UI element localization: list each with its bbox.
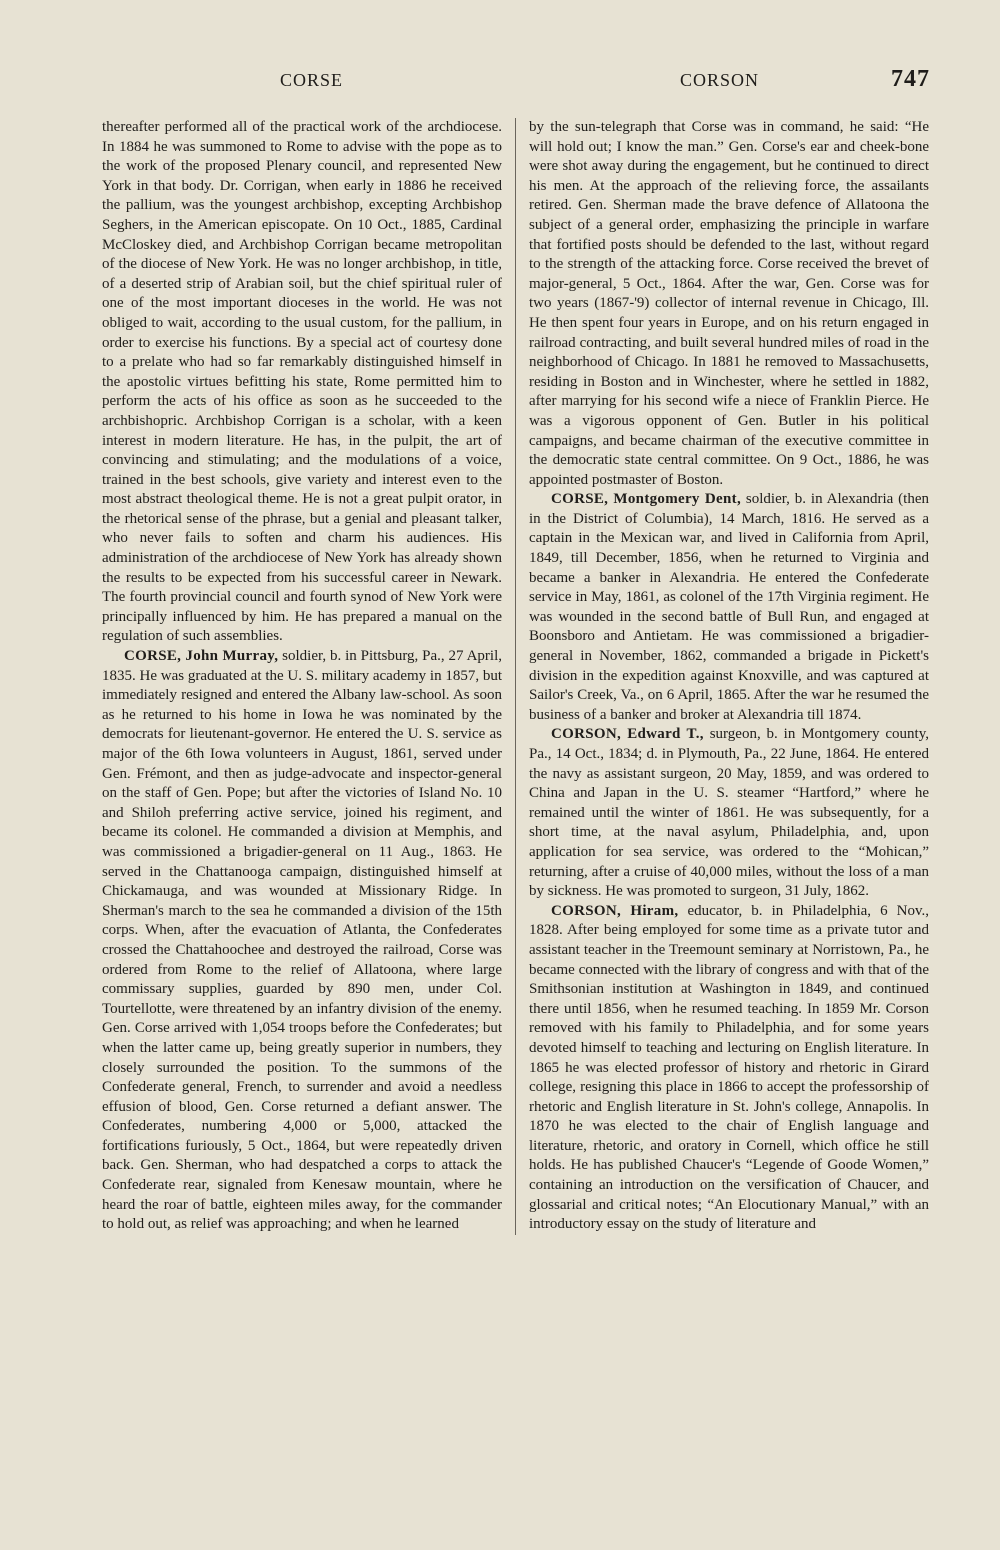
entry-body: soldier, b. in Pittsburg, Pa., 27 April, 1835. He was graduated at the U. S. military academy in 1857, but immediately resigned and entered the Albany law-school. As soon as he returned to his home in Iowa he was nominated by the democrats for lieutenant-governor. He entered the U. S. service as major of the 6th Iowa volunteers in August, 1861, served under Gen. Frémont, and then as judge-advocate and inspector-general on the staff of Gen. Pope; but after the victories of Island No. 10 and Shiloh preferring active service, joined his regiment, and became its colonel. He commanded a division at Memphis, and was commissioned a brigadier-general on 11 Aug., 1863. He served in the Chattanooga campaign, distinguished himself at Chickamauga, and was wounded at Missionary Ridge. In Sherman's march to the sea he commanded a division of the 15th corps. When, after the evacuation of Atlanta, the Confederates crossed the Chattahoochee and destroyed the railroad, Corse was ordered from Rome to the relief of Allatoona, where large commissary supplies, guarded by 890 men, under Col. Tourtellotte, were threatened by an infantry division of the enemy. Gen. Corse arrived with 1,054 troops before the Confederates; but when the latter came up, being greatly superior in numbers, they closely surrounded the position. To the summons of the Confederate general, French, to surrender and avoid a needless effusion of blood, Gen. Corse returned a defiant answer. The Confederates, numbering 4,000 or 5,000, attacked the fortifications furiously, 5 Oct., 1864, but were repeatedly driven back. Gen. Sherman, who had despatched a corps to attack the Confederate rear, signaled from Kenesaw mountain, where he heard the roar of battle, eighteen miles away, for the commander to hold out, as relief was approaching; and when he learned (102, 648, 502, 1233)
header-left-word: CORSE (280, 70, 344, 90)
entry-corson-edward (529, 725, 929, 901)
running-header (102, 66, 930, 118)
entry-heading: CORSE, John Murray, (124, 648, 279, 665)
entry-corse-montgomery-dent (529, 490, 929, 725)
entry-heading: CORSON, Hiram, (551, 902, 679, 919)
entry-body: educator, b. in Philadelphia, 6 Nov., 1828. After being employed for some time as a private tutor and assistant teacher in the Treemount seminary at Norristown, Pa., he became connected with the library of congress and with that of the Smithsonian institution at Washington in 1849, and continued there until 1856, when he resumed teaching. In 1859 Mr. Corson removed with his family to Philadelphia, and for some years devoted himself to teaching and lecturing on English literature. In 1865 he was elected professor of history and rhetoric in Girard college, resigning this place in 1866 to accept the professorship of rhetoric and English literature in St. John's college, Annapolis. In 1870 he was elected to the chair of English language and literature, rhetoric, and oratory in Cornell, which office he still holds. He has published Chaucer's “Legende of Goode Women,” containing an introduction on the versification of Chaucer, and glossarial and critical notes; “An Elocutionary Manual,” with an introductory essay on the study of literature and (529, 902, 929, 1233)
column-divider (515, 118, 516, 1235)
entry-heading: CORSON, Edward T., (551, 726, 704, 743)
entry-body: soldier, b. in Alexandria (then in the District of Columbia), 14 March, 1816. He served as a captain in the Mexican war, and lived in California from April, 1849, till December, 1856, when he returned to Virginia and became a banker in Alexandria. He entered the Confederate service in May, 1861, as colonel of the 17th Virginia regiment. He was wounded in the second battle of Bull Run, and engaged at Boonsboro and Antietam. He was commissioned a brigadier-general in November, 1862, commanded a brigade in Pickett's division in the expedition against Knoxville, and was captured at Sailor's Creek, Va., on 6 April, 1865. After the war he resumed the business of a banker and broker at Alexandria till 1874. (529, 491, 929, 723)
right-column (529, 118, 929, 1235)
text-columns (102, 118, 930, 1235)
page-number: 747 (891, 66, 930, 92)
header-right-word: CORSON (680, 70, 760, 90)
paragraph-corrigan-continued: thereafter performed all of the practical work of the archdiocese. In 1884 he was summoned to Rome to advise with the pope as to the work of the proposed Plenary council, and represented New York in that body. Dr. Corrigan, when early in 1886 he received the pallium, was the youngest archbishop, excepting Archbishop Seghers, in the American episcopate. On 10 Oct., 1885, Cardinal McCloskey died, and Archbishop Corrigan became metropolitan of the diocese of New York. He was no longer archbishop, in title, of a deserted strip of Arabian soil, but the chief spiritual ruler of one of the most important dioceses in the world. He was not obliged to wait, according to the usual custom, for the pallium, in order to exercise his functions. By a special act of courtesy done to a prelate who had so far remarkably distinguished himself in the apostolic virtues befitting his state, Rome permitted him to perform the acts of his office as soon as he succeeded to the archbishopric. Archbishop Corrigan is a scholar, with a keen interest in modern literature. He has, in the pulpit, the art of convincing and stimulating; and the modulations of a voice, trained in the best schools, give variety and interest even to the most abstract theological theme. He is not a great pulpit orator, in the rhetorical sense of the phrase, but a genial and pleasant talker, who never fails to soften and charm his audiences. His administration of the archdiocese of New York has already shown the results to be expected from his successful career in Newark. The fourth provincial council and fourth synod of New York were principally influenced by him. He has prepared a manual on the regulation of such assemblies. (102, 119, 502, 645)
paragraph-corse-continued: by the sun-telegraph that Corse was in command, he said: “He will hold out; I know the man.” Gen. Corse's ear and cheek-bone were shot away during the engagement, but he continued to direct his men. At the approach of the relieving force, the assailants retired. Gen. Sherman made the brave defence of Allatoona the subject of a general order, emphasizing the principle in warfare that fortified posts should be defended to the last, without regard to the strength of the attacking force. Corse received the brevet of major-general, 5 Oct., 1864. After the war, Gen. Corse was for two years (1867-'9) collector of internal revenue in Chicago, Ill. He then spent four years in Europe, and on his return engaged in railroad contracting, and built several hundred miles of road in the neighborhood of Chicago. In 1881 he removed to Massachusetts, residing in Boston and in Winchester, where he settled in 1882, after marrying for his second wife a niece of Franklin Pierce. He was a vigorous opponent of Gen. Butler in his political campaigns, and became chairman of the executive committee in the democratic state central committee. On 9 Oct., 1886, he was appointed postmaster of Boston. (529, 119, 929, 488)
entry-heading: CORSE, Montgomery Dent, (551, 491, 741, 508)
left-column (102, 118, 502, 1235)
entry-body: surgeon, b. in Montgomery county, Pa., 14 Oct., 1834; d. in Plymouth, Pa., 22 June, 1864. He entered the navy as assistant surgeon, 20 May, 1859, and was ordered to China and Japan in the U. S. steamer “Hartford,” where he remained until the winter of 1861. He was subsequently, for a short time, at the naval asylum, Philadelphia, and, upon application for sea service, was ordered to the “Mohican,” returning, after a cruise of 40,000 miles, without the loss of a man by sickness. He was promoted to surgeon, 31 July, 1862. (529, 726, 929, 900)
entry-corse-john-murray (102, 647, 502, 1235)
entry-corson-hiram (529, 902, 929, 1235)
